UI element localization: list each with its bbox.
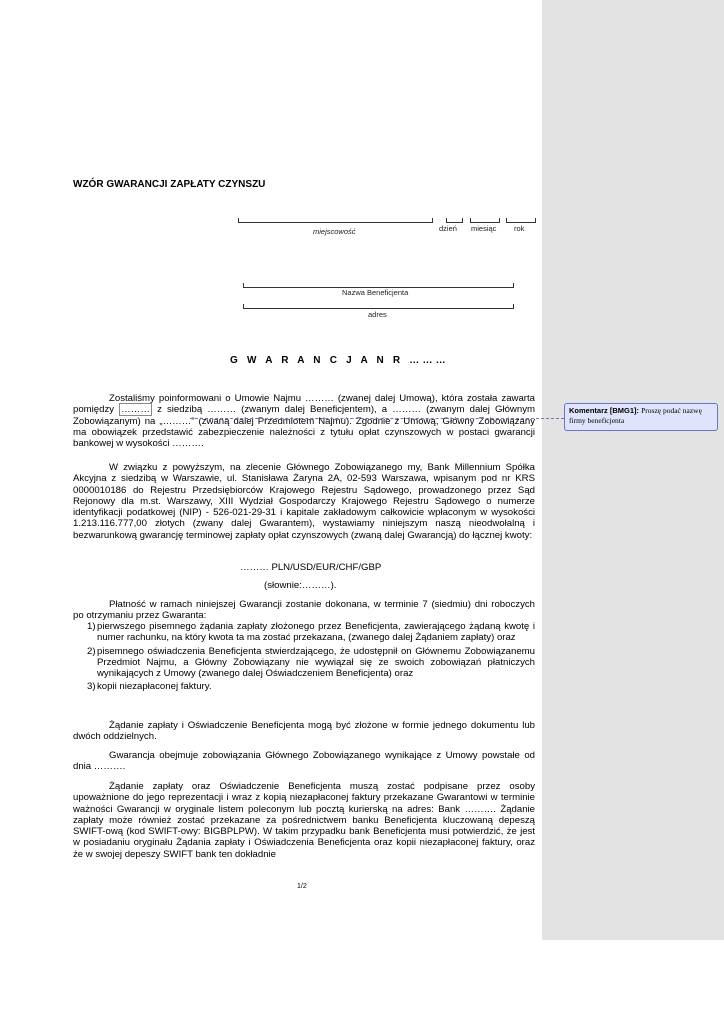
- comment-pane: [542, 0, 724, 940]
- beneficiary-name-placeholder[interactable]: ………: [121, 404, 150, 416]
- guarantee-heading: G W A R A N C J A N R ………: [230, 355, 449, 366]
- comment-text: Proszę podać nazwę firmy beneficjenta: [569, 406, 702, 425]
- month-line-right-tick: [499, 218, 500, 223]
- place-label: miejscowość: [313, 227, 356, 236]
- list-item-text: pierwszego pisemnego żądania zapłaty złożonego przez Beneficjenta, zawierającego żądaną kwotę i numer rachunku, na który kwota ta ma zostać przekazana, (zwanego dalej Żądaniem zapłaty) oraz: [97, 621, 535, 644]
- place-line: [238, 222, 432, 223]
- list-item-number: 2): [87, 645, 96, 657]
- place-line-right-tick: [432, 218, 433, 223]
- paragraph-scope: Gwarancja obejmuje zobowiązania Głównego Zobowiązanego wynikające z Umowy powstałe od dnia ……….: [73, 750, 535, 773]
- amount-in-words: (słownie:………).: [264, 580, 337, 591]
- comment-connector: [190, 418, 564, 419]
- address-line: [243, 308, 513, 309]
- page-bottom-area: [0, 940, 724, 1024]
- paragraph-intro-rest: z siedzibą ……… (zwanym dalej Beneficjentem), a ……… (zwanym dalej Głównym Zobowiązanym) na „………” (zwaną dalej Przedmiotem Najmu). Zgodnie z Umową, Główny Zobowiązany ma obowiązek przedstawić zabezpieczenie należności z tytułu opłat czynszowych w postaci gwarancji bankowej w wysokości ……….: [73, 404, 535, 450]
- month-line: [470, 222, 499, 223]
- list-item-text: kopii niezapłaconej faktury.: [97, 681, 212, 693]
- day-label: dzień: [439, 224, 457, 233]
- beneficiary-label: Nazwa Beneficjenta: [342, 288, 409, 297]
- list-item: [73, 681, 535, 692]
- year-label: rok: [514, 224, 525, 233]
- paragraph-submission: Żądanie zapłaty oraz Oświadczenie Beneficjenta muszą zostać podpisane przez osoby upoważnione do jego reprezentacji i wraz z kopią niezapłaconej faktury przekazane Gwarantowi w terminie ważności Gwarancji w oryginale listem poleconym lub pocztą kurierską na adres: Bank ………. Żądanie zapłaty może również zostać przekazane za pośrednictwem banku Beneficjenta kluczowaną depeszą SWIFT-ową (kod SWIFT-owy: BIGBPLPW). W takim przypadku bank Beneficjenta musi potwierdzić, że jest w posiadaniu oryginału Żądania zapłaty i Oświadczenia Beneficjenta oraz kopii niezapłaconej faktury, oraz że w swojej depeszy SWIFT bank ten dokładnie: [73, 781, 535, 860]
- list-item-number: 3): [87, 681, 96, 693]
- address-line-right-tick: [513, 304, 514, 309]
- day-line: [446, 222, 462, 223]
- list-item-number: 1): [87, 621, 96, 632]
- comment-balloon[interactable]: [564, 403, 718, 431]
- month-label: miesiąc: [471, 224, 497, 233]
- page-number: 1/2: [297, 883, 307, 890]
- beneficiary-line-right-tick: [513, 283, 514, 288]
- year-line-right-tick: [535, 218, 536, 223]
- document-title: WZÓR GWARANCJI ZAPŁATY CZYNSZU: [73, 179, 266, 190]
- list-item: [73, 621, 535, 644]
- list-item-text: pisemnego oświadczenia Beneficjenta stwierdzającego, że udostępnił on Głównemu Zobowiązanemu Przedmiot Najmu, a Główny Zobowiązany nie wywiązał się ze swoich zobowiązań płatniczych wynikających z Umowy (zwanego dalej Oświadczeniem Beneficjenta) oraz: [97, 645, 535, 680]
- day-line-right-tick: [462, 218, 463, 223]
- paragraph-intro-start: Zostaliśmy poinformowani o Umowie Najmu ……… (zwanej dalej Umową), która została zawarta pomiędzy: [73, 393, 535, 416]
- paragraph-payment: Płatność w ramach niniejszej Gwarancji zostanie dokonana, w terminie 7 (siedmiu) dni roboczych po otrzymaniu przez Gwaranta:: [73, 599, 535, 622]
- year-line: [506, 222, 535, 223]
- address-label: adres: [368, 310, 387, 319]
- amount-line: ……… PLN/USD/EUR/CHF/GBP: [240, 562, 382, 573]
- comment-author: Komentarz [BMG1]:: [569, 406, 640, 415]
- paragraph-intro: [73, 393, 535, 449]
- paragraph-single-document: Żądanie zapłaty i Oświadczenie Beneficjenta mogą być złożone w formie jednego dokumentu lub dwóch oddzielnych.: [73, 720, 535, 743]
- list-item: [73, 646, 535, 680]
- paragraph-guarantor: W związku z powyższym, na zlecenie Głównego Zobowiązanego my, Bank Millennium Spółka Akcyjna z siedzibą w Warszawie, ul. Stanisława Żaryna 2A, 02-593 Warszawa, wpisanym pod nr KRS 0000010186 do Rejestru Przedsiębiorców Krajowego Rejestru Sądowego, prowadzonego przez Sąd Rejonowy dla m.st. Warszawy, XIII Wydział Gospodarczy Krajowego Rejestru Sądowego o numerze identyfikacji podatkowej (NIP) - 526-021-29-31 i kapitale zakładowym całkowicie wpłaconym w wysokości 1.213.116.777,00 złotych (zwany dalej Gwarantem), wystawiamy niniejszym naszą nieodwołalną i bezwarunkową gwarancję terminowej zapłaty opłat czynszowych (zwaną dalej Gwarancją) do łącznej kwoty:: [73, 462, 535, 541]
- requirements-list: [73, 621, 535, 695]
